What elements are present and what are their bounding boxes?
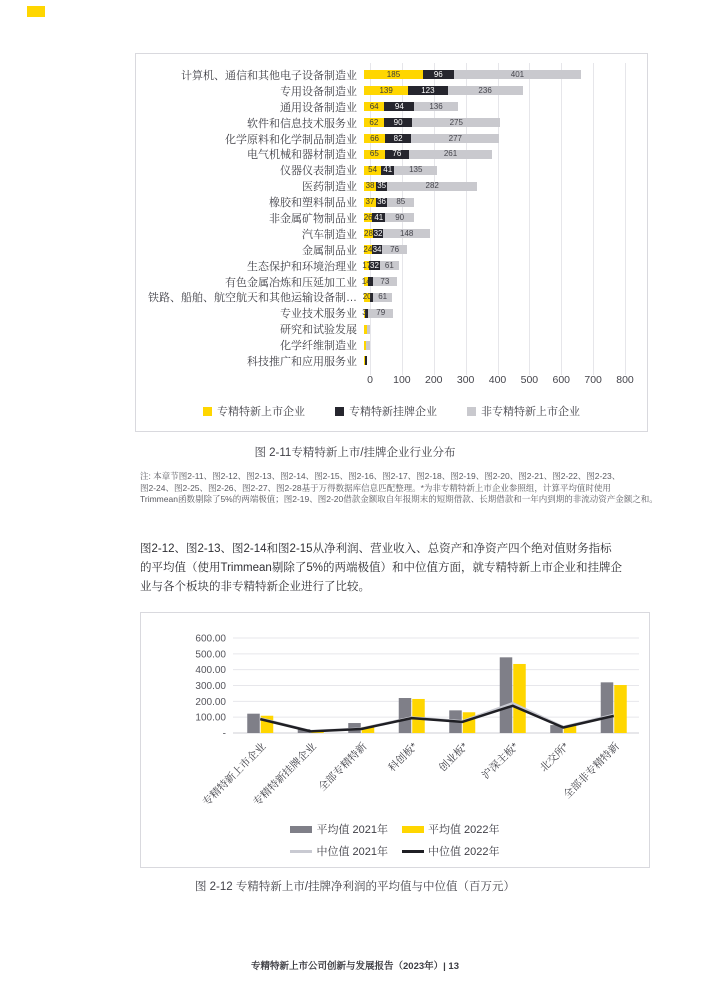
industry-row — [136, 99, 647, 115]
avg-bar — [463, 712, 476, 733]
paragraph-line: 的平均值（使用Trimmean剔除了5%的两端极值）和中位值方面，就专精特新上市企业和挂牌企 — [140, 562, 622, 574]
bar-value-label: 82 — [393, 133, 403, 143]
body-paragraph — [140, 540, 660, 597]
bar-value-label: 136 — [429, 101, 443, 111]
page-corner-accent — [27, 6, 45, 17]
bar-value-label: 66 — [370, 133, 379, 143]
bar-value-label: 41 — [383, 165, 393, 175]
bar-segment — [364, 213, 372, 222]
bar-track — [364, 182, 619, 191]
bar-segment — [373, 229, 383, 238]
bar-segment — [372, 245, 383, 254]
bar-track — [364, 198, 619, 207]
figure-2-12-chart — [140, 612, 650, 868]
category-label: 全部专精特新 — [316, 740, 370, 794]
bar-segment — [387, 182, 477, 191]
footnote-line: 注: 本章节图2-11、图2-12、图2-13、图2-14、图2-15、图2-16、图2-17、图2-18、图2-19、图2-20、图2-21、图2-22、图2-23、 — [140, 471, 621, 481]
paragraph-line: 业与各个板块的非专精特新企业进行了比较。 — [140, 581, 370, 593]
combo-chart-svg — [141, 621, 649, 819]
category-label: 北交所* — [537, 740, 572, 775]
bar-value-label: 32 — [370, 260, 379, 270]
bar-segment — [423, 70, 454, 79]
bar-value-label: 28 — [364, 228, 373, 238]
bar-track — [364, 134, 619, 143]
industry-label: 科技推广和应用服务业 — [247, 355, 357, 368]
bar-segment — [376, 182, 387, 191]
legend-row — [290, 843, 499, 859]
category-label: 沪深主板* — [479, 740, 521, 782]
footnote-line: Trimmean函数剔除了5%的两端极值；图2-19、图2-20借款金额取自年报期末的短期借款、长期借款和一年内到期的非流动资产金额之和。 — [140, 494, 658, 504]
bar-track — [364, 261, 619, 270]
bar-value-label: 37 — [365, 197, 375, 207]
y-axis-tick: - — [222, 728, 226, 740]
bar-value-label: 261 — [443, 149, 458, 159]
bar-value-label: 275 — [449, 117, 463, 127]
industry-label: 医药制造业 — [302, 181, 357, 194]
industry-label: 汽车制造业 — [302, 228, 357, 241]
bar-segment — [364, 293, 370, 302]
figure-2-12-plot-area — [141, 621, 649, 819]
legend-item — [402, 843, 500, 859]
legend-bar-swatch-icon — [402, 826, 424, 833]
bar-segment — [411, 134, 499, 143]
y-axis-tick: 300.00 — [195, 681, 226, 692]
avg-bar — [412, 699, 425, 733]
bar-track — [364, 166, 619, 175]
bar-segment — [376, 198, 387, 207]
legend-swatch-icon — [467, 407, 476, 416]
bar-track — [364, 213, 619, 222]
industry-row — [136, 289, 647, 305]
bar-value-label: 96 — [433, 69, 443, 79]
industry-label: 橡胶和塑料制品业 — [269, 197, 357, 210]
bar-value-label: 61 — [378, 292, 388, 302]
bar-track — [364, 325, 619, 334]
x-axis-tick: 600 — [552, 374, 571, 386]
figure-2-11-legend — [136, 403, 647, 419]
avg-bar — [614, 685, 627, 733]
bar-track — [364, 245, 619, 254]
bar-value-label: 73 — [380, 276, 390, 286]
bar-value-label: 34 — [372, 244, 382, 254]
bar-value-label: 148 — [400, 228, 414, 238]
industry-row — [136, 337, 647, 353]
industry-label: 专业技术服务业 — [280, 308, 357, 321]
bar-value-label: 139 — [379, 85, 393, 95]
avg-bar — [513, 664, 526, 733]
industry-row — [136, 321, 647, 337]
bar-segment — [364, 309, 365, 318]
bar-segment — [380, 261, 399, 270]
legend-label: 平均值 2022年 — [428, 824, 500, 836]
bar-segment — [364, 86, 408, 95]
bar-value-label: 20 — [362, 292, 372, 302]
x-axis-tick: 700 — [584, 374, 602, 386]
bar-segment — [364, 70, 423, 79]
legend-label: 专精特新挂牌企业 — [349, 406, 437, 418]
bar-track — [364, 229, 619, 238]
x-axis-tick: 100 — [393, 374, 411, 386]
industry-row — [136, 242, 647, 258]
industry-label: 非金属矿物制品业 — [269, 212, 357, 225]
industry-label: 计算机、通信和其他电子设备制造业 — [181, 69, 357, 82]
industry-row — [136, 178, 647, 194]
legend-item — [290, 843, 388, 859]
legend-item — [290, 821, 388, 837]
bar-value-label: 65 — [369, 149, 379, 159]
bar-track — [364, 150, 619, 159]
industry-label: 研究和试验发展 — [280, 324, 357, 337]
bar-value-label: 24 — [363, 244, 373, 254]
industry-label: 仪器仪表制造业 — [280, 165, 357, 178]
y-axis-tick: 500.00 — [195, 649, 226, 661]
bar-segment — [364, 134, 385, 143]
category-label: 专精特新上市企业 — [200, 740, 269, 809]
bar-value-label: 123 — [421, 85, 435, 95]
bar-value-label: 79 — [376, 308, 386, 318]
bar-value-label: 401 — [510, 69, 525, 79]
legend-swatch-icon — [335, 407, 344, 416]
bar-segment — [412, 118, 500, 127]
bar-segment — [364, 166, 381, 175]
bar-segment — [364, 118, 384, 127]
figure-2-11-plot-area — [136, 67, 647, 369]
legend-line-swatch-icon — [290, 850, 312, 853]
figure-2-11-chart — [135, 53, 648, 432]
avg-bar — [500, 657, 513, 733]
bar-segment — [364, 198, 376, 207]
category-label: 科创板* — [386, 740, 420, 775]
bar-value-label: 236 — [478, 85, 492, 95]
bar-value-label: 38 — [365, 181, 375, 191]
bar-segment — [364, 102, 384, 111]
industry-row — [136, 210, 647, 226]
bar-value-label: 17 — [362, 260, 372, 270]
industry-row — [136, 162, 647, 178]
industry-row — [136, 274, 647, 290]
legend-label: 平均值 2021年 — [316, 824, 388, 836]
industry-label: 铁路、船舶、航空航天和其他运输设备制… — [148, 292, 357, 305]
bar-segment — [364, 182, 376, 191]
bar-segment — [381, 166, 394, 175]
bar-value-label: 14 — [361, 276, 371, 286]
bar-segment — [373, 293, 392, 302]
bar-segment — [385, 213, 414, 222]
bar-track — [364, 309, 619, 318]
bar-track — [364, 86, 619, 95]
bar-value-label: 90 — [395, 212, 405, 222]
industry-label: 软件和信息技术服务业 — [247, 117, 357, 130]
industry-row — [136, 194, 647, 210]
industry-row — [136, 353, 647, 369]
avg-bar — [399, 698, 412, 733]
bar-value-label: 90 — [393, 117, 403, 127]
y-axis-tick: 100.00 — [195, 712, 226, 724]
bar-value-label: 54 — [368, 165, 378, 175]
x-axis-tick: 400 — [488, 374, 507, 386]
industry-row — [136, 146, 647, 162]
industry-label: 电气机械和器材制造业 — [247, 149, 357, 162]
bar-track — [364, 102, 619, 111]
industry-label: 生态保护和环境治理业 — [247, 260, 357, 273]
category-label: 创业板* — [436, 740, 471, 775]
bar-value-label: 185 — [386, 69, 401, 79]
bar-segment — [364, 150, 385, 159]
figure-2-11-x-axis — [136, 374, 647, 387]
bar-segment — [384, 102, 414, 111]
avg-bar — [247, 714, 260, 733]
industry-row — [136, 226, 647, 242]
bar-segment — [366, 341, 371, 350]
bar-segment — [414, 102, 457, 111]
page-footer: 专精特新上市公司创新与发展报告（2023年）| 13 — [251, 961, 459, 972]
bar-value-label: 26 — [363, 212, 373, 222]
bar-value-label: 61 — [384, 260, 394, 270]
bar-value-label: 36 — [377, 197, 386, 207]
industry-row — [136, 258, 647, 274]
bar-track — [364, 118, 619, 127]
bar-value-label: 76 — [390, 244, 400, 254]
bar-segment — [448, 86, 523, 95]
bar-track — [361, 276, 619, 286]
x-axis-tick: 800 — [616, 374, 634, 386]
bar-track — [364, 70, 619, 79]
industry-label: 专用设备制造业 — [280, 85, 357, 98]
bar-segment — [387, 198, 414, 207]
industry-row — [136, 83, 647, 99]
category-label: 全部非专精特新 — [561, 740, 622, 802]
bar-value-label: 3 — [362, 308, 367, 318]
y-axis-tick: 600.00 — [195, 633, 226, 645]
x-axis-tick: 300 — [456, 374, 475, 386]
industry-label: 金属制品业 — [302, 244, 357, 257]
bar-track — [364, 341, 619, 350]
legend-bar-swatch-icon — [290, 826, 312, 833]
bar-value-label: 32 — [373, 228, 383, 238]
bar-value-label: 76 — [392, 149, 402, 159]
bar-segment — [364, 229, 373, 238]
legend-line-swatch-icon — [402, 850, 424, 853]
bar-segment — [409, 150, 492, 159]
legend-item — [335, 403, 437, 419]
legend-item — [467, 403, 580, 419]
bar-segment — [383, 229, 430, 238]
bar-segment — [361, 276, 371, 286]
legend-item — [402, 821, 500, 837]
figure-2-12-caption: 图 2-12 专精特新上市/挂牌净利润的平均值与中位值（百万元） — [194, 881, 516, 893]
y-axis-tick: 400.00 — [195, 665, 226, 677]
industry-label: 有色金属冶炼和压延加工业 — [225, 276, 357, 289]
legend-label: 中位值 2022年 — [428, 846, 500, 858]
bar-segment — [368, 309, 393, 318]
bar-segment — [372, 213, 385, 222]
x-axis-tick: 500 — [520, 374, 539, 386]
bar-value-label: 41 — [374, 212, 384, 222]
industry-row — [136, 115, 647, 131]
bar-segment — [385, 134, 411, 143]
legend-item — [203, 403, 305, 419]
bar-segment — [454, 70, 582, 79]
bar-track — [364, 356, 619, 365]
bar-value-label: 85 — [396, 197, 406, 207]
x-axis-tick: 200 — [424, 374, 443, 386]
industry-label: 化学原料和化学制品制造业 — [225, 133, 357, 146]
bar-segment — [373, 277, 396, 286]
bar-segment — [369, 261, 379, 270]
bar-segment — [408, 86, 447, 95]
industry-row — [136, 67, 647, 83]
footnote-block — [140, 471, 660, 506]
bar-value-label: 62 — [369, 117, 379, 127]
avg-bar — [601, 682, 614, 733]
category-label: 专精特新挂牌企业 — [250, 740, 319, 809]
bar-segment — [385, 150, 409, 159]
bar-segment — [367, 325, 370, 334]
bar-value-label: 135 — [409, 165, 423, 175]
bar-value-label: 94 — [394, 101, 404, 111]
figure-2-11-caption: 图 2-11专精特新上市/挂牌企业行业分布 — [254, 447, 456, 459]
bar-segment — [382, 245, 406, 254]
bar-value-label: 282 — [425, 181, 439, 191]
legend-label: 中位值 2021年 — [316, 846, 388, 858]
bar-value-label: 277 — [448, 133, 462, 143]
bar-segment — [365, 356, 368, 365]
industry-label: 化学纤维制造业 — [280, 340, 357, 353]
industry-row — [136, 131, 647, 147]
industry-label: 通用设备制造业 — [280, 101, 357, 114]
legend-label: 专精特新上市企业 — [217, 406, 305, 418]
y-axis-tick: 200.00 — [195, 696, 226, 708]
bar-value-label: 35 — [377, 181, 387, 191]
bar-track — [364, 293, 619, 302]
x-axis-tick: 0 — [367, 374, 373, 386]
bar-value-label: 64 — [369, 101, 379, 111]
industry-row — [136, 305, 647, 321]
bar-segment — [364, 245, 372, 254]
legend-label: 非专精特新上市企业 — [481, 406, 580, 418]
footnote-line: 图2-24、图2-25、图2-26、图2-27、图2-28基于万得数据库信息匹配整理。*为非专精特新上市企业参照组，计算平均值时使用 — [140, 482, 611, 493]
figure-2-12-legend — [141, 821, 649, 859]
bar-segment — [362, 260, 372, 270]
legend-swatch-icon — [203, 407, 212, 416]
legend-row — [290, 821, 499, 837]
bar-segment — [384, 118, 413, 127]
bar-segment — [394, 166, 437, 175]
paragraph-line: 图2-12、图2-13、图2-14和图2-15从净利润、营业收入、总资产和净资产四个绝对值财务指标 — [140, 543, 612, 555]
